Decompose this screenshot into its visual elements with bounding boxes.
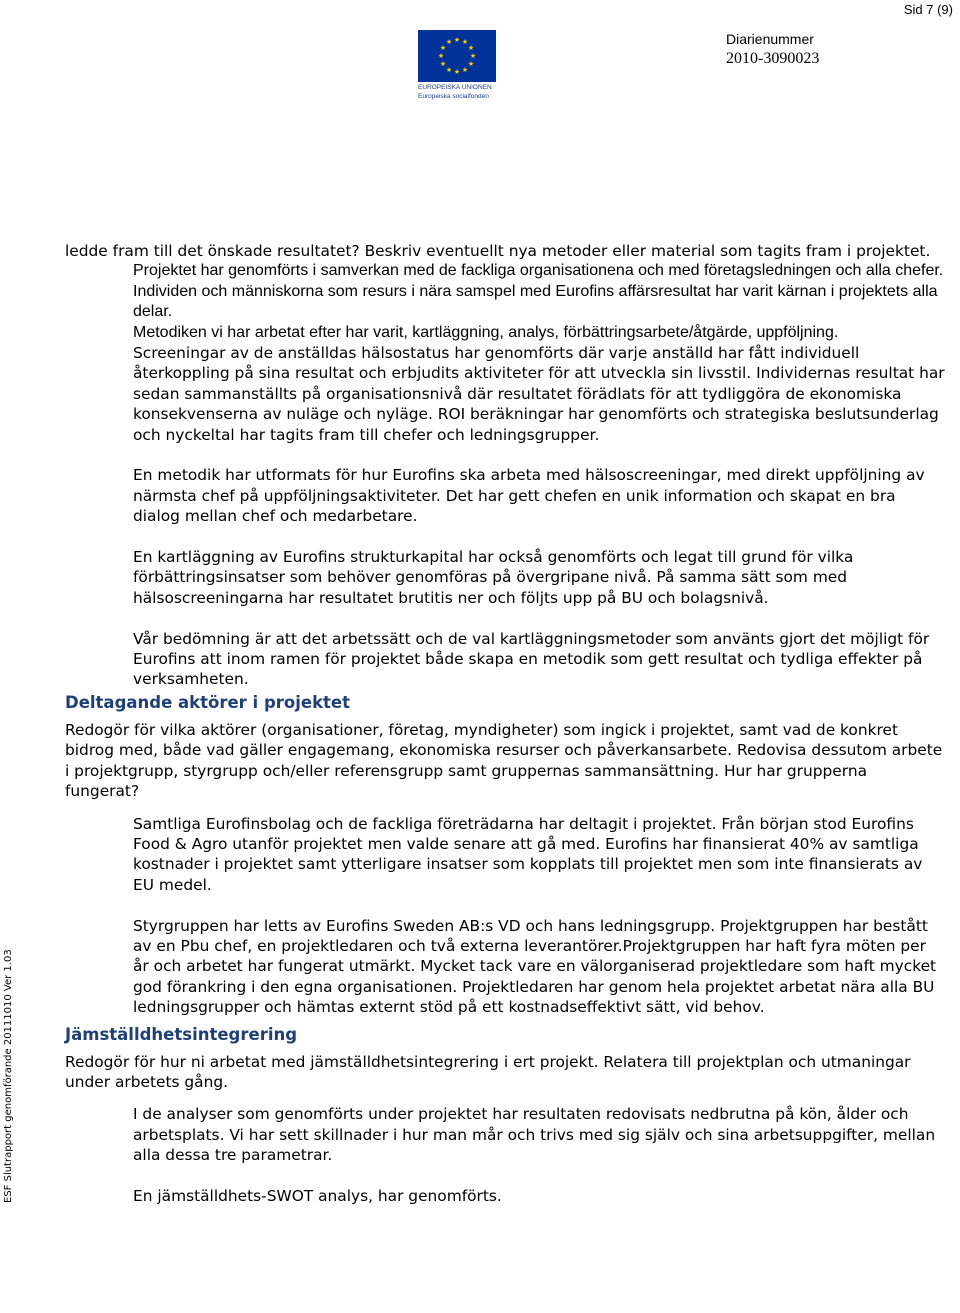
logo-line1: EUROPEISKA UNIONEN <box>418 84 492 91</box>
svg-text:★: ★ <box>461 38 469 46</box>
section3-answer-p2: En jämställdhets-SWOT analys, har genomförts. <box>133 1186 502 1205</box>
eu-flag-icon <box>418 30 496 82</box>
section2-answer-p1: Samtliga Eurofinsbolag och de fackliga företrädarna har deltagit i projektet. Från början stod Eurofins Food & Agro utanför projektet men valde senare att gå med. Eurofins har finansierat 40% av samtliga kostnader i projektet samt ytterligare insatser som kopplats till projektet men som inte finansierats av EU medel. <box>133 814 923 894</box>
side-footer-text: ESF Slutrapport genomförande 20111010 Ver 1.03 <box>3 949 14 1203</box>
section1-answer-p2: Metodiken vi har arbetat efter har varit, kartläggning, analys, förbättringsarbete/åtgärde, uppföljning. <box>133 323 839 341</box>
svg-text:★: ★ <box>467 44 475 52</box>
section3-question: Redogör för hur ni arbetat med jämställdhetsintegrering i ert projekt. Relatera till projektplan och utmaningar under arbetets gång. <box>65 1052 911 1091</box>
svg-text:★: ★ <box>445 66 453 74</box>
section2-question: Redogör för vilka aktörer (organisationer, företag, myndigheter) som ingick i projektet, samt vad de konkret bidrog med, både vad gäller engagemang, ekonomiska resurser och påverkansarbete. Redovisa dessutom arbete i projektgrupp, styrgrupp och/eller referensgrupp samt gruppernas sammansättning. Hur har grupperna fungerat? <box>65 720 943 801</box>
svg-text:★: ★ <box>469 52 477 60</box>
section1-answer-p3: Screeningar av de anställdas hälsostatus har genomförts där varje anställd har fått individuell återkoppling på sina resultat och erbjudits aktiviteter för att utveckla sin livsstil. Individernas resultat har sedan sammanställts på organisationsnivå där resultatet förädlats för att tydliggöra de ekonomiska konsekvenserna av nuläge och nyläge. ROI beräkningar har genomförts och strategiska beslutsunderlag och nyckeltal har tagits fram till chefer och ledningsgrupper. <box>133 344 945 444</box>
svg-text:★: ★ <box>461 66 469 74</box>
section3-answer-p1: I de analyser som genomförts under projektet har resultaten redovisats nedbrutna på kön, ålder och arbetsplats. Vi har sett skillnader i hur man mår och trivs med sig själv och sina arbetsuppgifter, mellan alla dessa tre parametrar. <box>133 1105 936 1165</box>
section1-question: ledde fram till det önskade resultatet? Beskriv eventuellt nya metoder eller material som tagits fram i projektet. <box>65 242 931 260</box>
section3-heading: Jämställdhetsintegrering <box>65 1024 298 1044</box>
svg-text:★: ★ <box>453 68 461 76</box>
section2-answer-p2: Styrgruppen har letts av Eurofins Sweden AB:s VD och hans ledningsgrupp. Projektgruppen har bestått av en Pbu chef, en projektledaren och två externa leverantörer.Projektgruppen har haft fyra möten per år och arbetet har fungerat utmärkt. Mycket tack vare en välorganiserad projektledare som haft mycket god förankring i den egna organisationen. Projektledaren har genom hela projektet arbetat nära alla BU ledningsgrupper och hämtas externt stöd på ett kostnadseffektivt sätt, vid behov. <box>133 916 937 1017</box>
svg-text:★: ★ <box>439 60 447 68</box>
svg-text:★: ★ <box>453 36 461 44</box>
eu-flag-logo <box>418 30 498 100</box>
diarie-block <box>726 31 819 68</box>
svg-text:★: ★ <box>467 60 475 68</box>
section1-answer-p1: Projektet har genomförts i samverkan med de fackliga organisationena och med företagsledningen och alla chefer. Individen och människorna som resurs i nära samspel med Eurofins affärsresultat har varit kärnan i projektets alla delar. <box>133 262 944 321</box>
diarie-number: 2010-3090023 <box>726 50 820 67</box>
document-body <box>65 241 945 1206</box>
page-number: Sid 7 (9) <box>903 2 953 17</box>
svg-text:★: ★ <box>445 38 453 46</box>
section1-answer-p6: Vår bedömning är att det arbetssätt och de val kartläggningsmetoder som använts gjort det möjligt för Eurofins att inom ramen för projektet både skapa en metodik som gett resultat och tydliga effekter på verksamheten. <box>133 629 930 689</box>
section1-answer-p5: En kartläggning av Eurofins strukturkapital har också genomförts och legat till grund för vilka förbättringsinsatser som behöver genomföras på övergripane nivå. På samma sätt som med hälsoscreeningarna har resultatet brutitis ner och följts upp på BU och bolagsnivå. <box>133 548 854 607</box>
section1-answer-p4: En metodik har utformats för hur Eurofins ska arbeta med hälsoscreeningar, med direkt uppföljning av närmsta chef på uppföljningsaktiviteter. Det har gett chefen en unik information och skapat en bra dialog mellan chef och medarbetare. <box>133 466 925 526</box>
diarie-label: Diarienummer <box>726 31 814 47</box>
logo-line2: Europeiska socialfonden <box>418 93 489 100</box>
section2-heading: Deltagande aktörer i projektet <box>65 692 351 712</box>
svg-text:★: ★ <box>437 52 445 60</box>
svg-text:★: ★ <box>439 44 447 52</box>
